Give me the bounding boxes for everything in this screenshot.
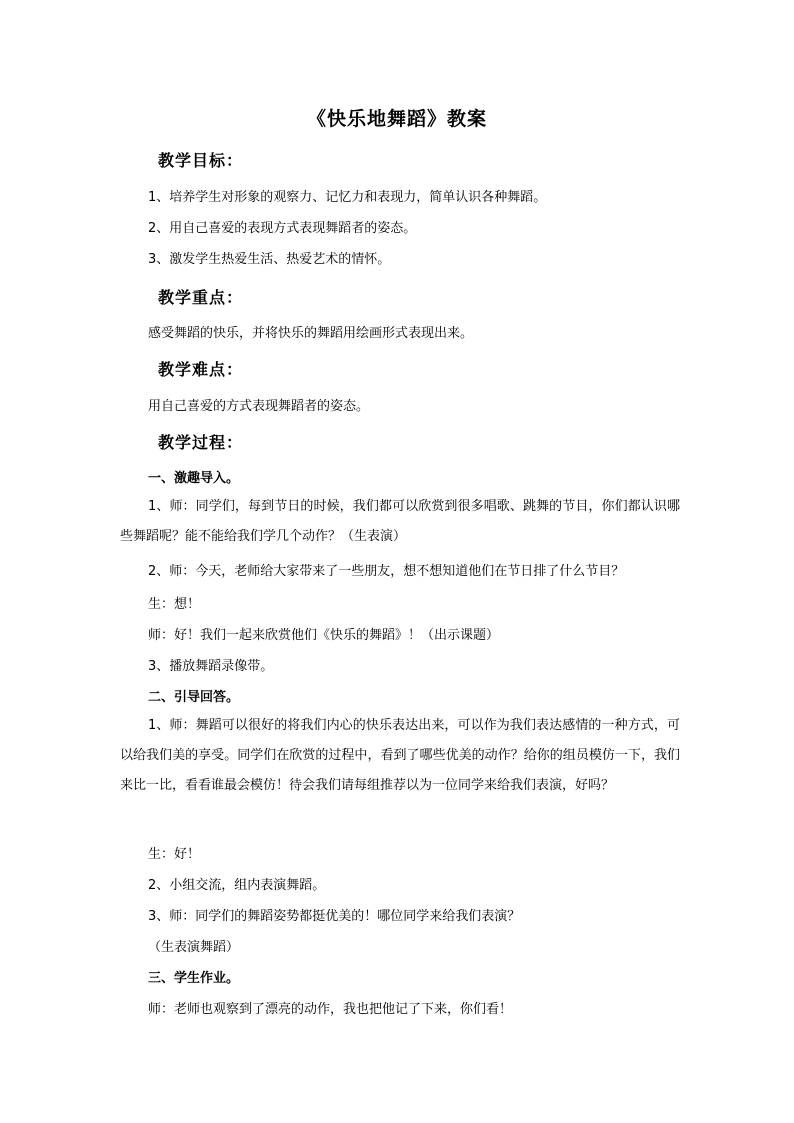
part1-paragraph-3: 生：想！ <box>148 597 201 612</box>
part2-paragraph-5: （生表演舞蹈） <box>148 940 240 955</box>
part2-paragraph-4: 3、师：同学们的舞蹈姿势都挺优美的！哪位同学来给我们表演？ <box>148 909 521 924</box>
part1-heading: 一、激趣导入。 <box>148 471 240 486</box>
difficulties-text: 用自己喜爱的方式表现舞蹈者的姿态。 <box>148 399 370 414</box>
key-points-text: 感受舞蹈的快乐，并将快乐的舞蹈用绘画形式表现出来。 <box>148 326 474 341</box>
process-heading: 教学过程： <box>158 433 244 452</box>
key-points-heading: 教学重点： <box>158 288 244 307</box>
part3-paragraph-1: 师：老师也观察到了漂亮的动作，我也把他记了下来，你们看！ <box>148 1002 513 1017</box>
objectives-heading: 教学目标： <box>158 151 244 170</box>
part2-paragraph-2: 生：好！ <box>148 847 201 862</box>
part3-heading: 三、学生作业。 <box>148 971 240 986</box>
document-title: 《快乐地舞蹈》教案 <box>306 108 487 130</box>
part1-paragraph-1: 1、师：同学们，每到节日的时候，我们都可以欣赏到很多唱歌、跳舞的节目，你们都认识哪些舞蹈呢？能不能给我们学几个动作？（生表演） <box>120 499 680 544</box>
difficulties-heading: 教学难点： <box>158 360 244 379</box>
part2-paragraph-3: 2、小组交流，组内表演舞蹈。 <box>148 878 326 893</box>
part2-paragraph-1: 1、师：舞蹈可以很好的将我们内心的快乐表达出来，可以作为我们表达感情的一种方式，可以给我们美的享受。同学们在欣赏的过程中，看到了哪些优美的动作？给你的组员模仿一下，我们来比一比，看看谁最会模仿！待会我们请每组推荐以为一位同学来给我们表演，好吗？ <box>120 718 680 793</box>
part2-heading: 二、引导回答。 <box>148 690 240 705</box>
part1-paragraph-2: 2、师：今天，老师给大家带来了一些朋友，想不想知道他们在节日排了什么节目？ <box>148 564 625 579</box>
objective-item-2: 2、用自己喜爱的表现方式表现舞蹈者的姿态。 <box>148 221 417 236</box>
part1-paragraph-4: 师：好！我们一起来欣赏他们《快乐的舞蹈》！（出示课题） <box>148 628 500 643</box>
objective-item-1: 1、培养学生对形象的观察力、记忆力和表现力，简单认识各种舞蹈。 <box>148 190 547 205</box>
part1-paragraph-5: 3、播放舞蹈录像带。 <box>148 659 274 674</box>
objective-item-3: 3、激发学生热爱生活、热爱艺术的情怀。 <box>148 252 391 267</box>
